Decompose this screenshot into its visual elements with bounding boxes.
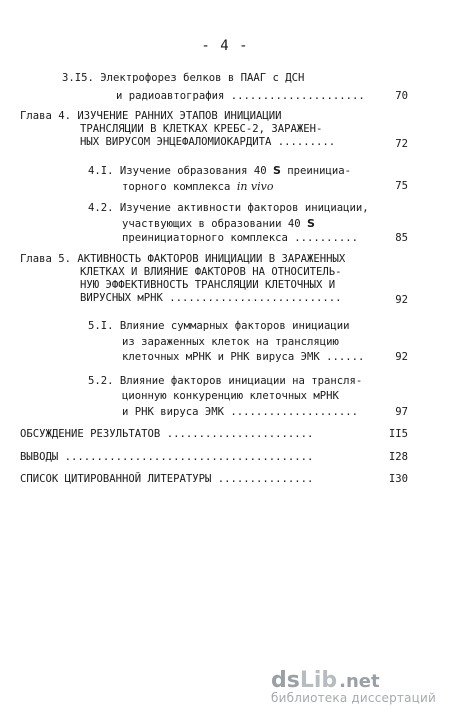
toc-entry-3-15-line1: 3.I5. Электрофорез белков в ПААГ с ДСН <box>62 72 305 84</box>
toc-entry-3-15-page: 70 <box>395 90 408 102</box>
toc-chapter-5-page: 92 <box>395 294 408 306</box>
toc-section-4-1-text-a: 4.I. Изучение образования 40 <box>88 165 273 177</box>
watermark-net: .net <box>339 671 380 692</box>
watermark-subtitle: библиотека диссертаций <box>271 691 436 705</box>
toc-section-4-2-text-a: участвующих в образовании 40 <box>122 218 307 230</box>
toc-section-5-2-line3: и РНК вируса ЭМК .................... <box>122 406 358 418</box>
toc-section-4-1-page: 75 <box>395 180 408 192</box>
toc-section-5-1-line3: клеточных мРНК и РНК вируса ЭМК ...... <box>122 351 365 363</box>
toc-section-4-2-line3: преинициаторного комплекса .......... <box>122 232 358 244</box>
watermark <box>271 668 436 705</box>
toc-section-4-1-text-c: торного комплекса <box>122 181 237 193</box>
toc-section-4-2-line2 <box>122 217 315 231</box>
toc-entry-3-15-line2: и радиоавтография ..................... <box>116 90 365 102</box>
toc-section-4-1-text-b: преинициа- <box>280 165 352 177</box>
toc-chapter-4-line1: Глава 4. ИЗУЧЕНИЕ РАННИХ ЭТАПОВ ИНИЦИАЦИИ <box>20 110 282 122</box>
watermark-logo <box>271 668 436 693</box>
toc-section-5-2-line1: 5.2. Влияние факторов инициации на трансля- <box>88 375 363 387</box>
toc-conclusions: ВЫВОДЫ ....................................... <box>20 451 314 463</box>
toc-section-4-1-line2 <box>122 180 273 194</box>
toc-section-4-1-handwritten: in vivo <box>236 180 274 193</box>
toc-section-4-1-line1 <box>88 164 351 178</box>
toc-chapter-5-line1: Глава 5. АКТИВНОСТЬ ФАКТОРОВ ИНИЦИАЦИИ В ЗАРАЖЕННЫХ <box>20 253 346 265</box>
watermark-ds: ds <box>271 668 300 693</box>
watermark-lib: Lib <box>299 668 338 693</box>
toc-conclusions-page: I28 <box>388 451 408 463</box>
toc-section-5-2-page: 97 <box>395 406 408 418</box>
toc-section-4-2-line1: 4.2. Изучение активности факторов инициации, <box>88 202 369 214</box>
toc-section-5-1-line2: из зараженных клеток на трансляцию <box>122 336 339 348</box>
page-number: - 4 - <box>201 38 249 54</box>
toc-section-5-1-page: 92 <box>395 351 408 363</box>
toc-section-4-2-page: 85 <box>395 232 408 244</box>
toc-chapter-4-page: 72 <box>395 138 408 150</box>
toc-chapter-5-line2: КЛЕТКАХ И ВЛИЯНИЕ ФАКТОРОВ НА ОТНОСИТЕЛЬ- <box>80 266 342 278</box>
toc-chapter-5-line4: ВИРУСНЫХ мРНК ........................... <box>80 292 342 304</box>
toc-chapter-4-line3: НЫХ ВИРУСОМ ЭНЦЕФАЛОМИОКАРДИТА ......... <box>80 136 336 148</box>
toc-discussion-page: II5 <box>388 428 408 440</box>
toc-references: СПИСОК ЦИТИРОВАННОЙ ЛИТЕРАТУРЫ ............... <box>20 473 314 485</box>
toc-section-5-2-line2: ционную конкуренцию клеточных мРНК <box>122 390 339 402</box>
toc-section-4-2-s: S <box>306 217 315 230</box>
toc-references-page: I30 <box>388 473 408 485</box>
toc-section-4-1-s: S <box>272 164 281 177</box>
toc-chapter-5-line3: НУЮ ЭФФЕКТИВНОСТЬ ТРАНСЛЯЦИИ КЛЕТОЧНЫХ И <box>80 279 336 291</box>
toc-chapter-4-line2: ТРАНСЛЯЦИИ В КЛЕТКАХ КРЕБС-2, ЗАРАЖЕН- <box>80 123 323 135</box>
toc-section-5-1-line1: 5.I. Влияние суммарных факторов инициации <box>88 320 350 332</box>
toc-discussion: ОБСУЖДЕНИЕ РЕЗУЛЬТАТОВ ....................... <box>20 428 314 440</box>
